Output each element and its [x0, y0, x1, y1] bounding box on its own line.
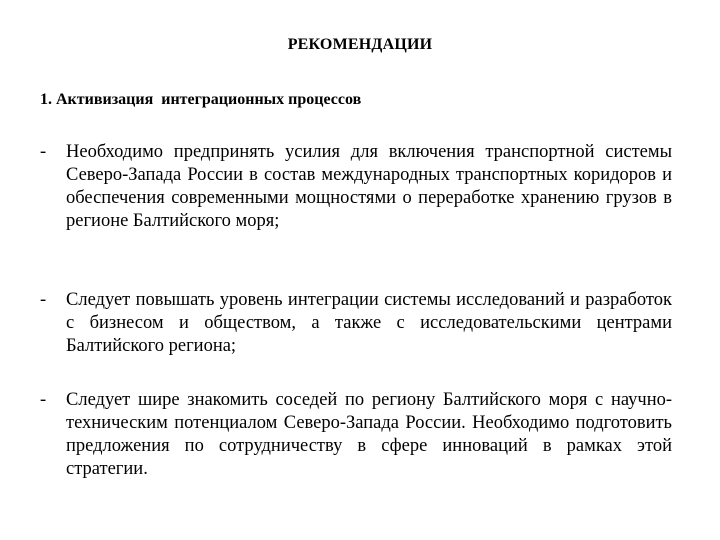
section-heading: 1. Активизация интеграционных процессов	[40, 91, 362, 108]
list-bullet: -	[40, 390, 47, 410]
list-bullet: -	[40, 142, 47, 162]
list-item-text: Следует шире знакомить соседей по региону Балтийского моря с научно-техническим потенциалом Северо-Запада России. Необходимо подготовить предложения по сотрудничеству в сфере инноваций в рамках этой стратегии.	[66, 390, 672, 479]
list-item-text: Необходимо предпринять усилия для включения транспортной системы Северо-Запада России в состав международных транспортных коридоров и обеспечения современными мощностями о переработке хранению грузов в регионе Балтийского моря;	[66, 142, 672, 231]
list-bullet: -	[40, 290, 47, 310]
list-item	[40, 389, 672, 481]
list-item	[40, 289, 672, 358]
list-item-text: Следует повышать уровень интеграции системы исследований и разработок с бизнесом и обществом, а также с исследовательскими центрами Балтийского региона;	[66, 290, 672, 356]
list-item	[40, 141, 672, 233]
page-title: РЕКОМЕНДАЦИИ	[287, 36, 433, 53]
